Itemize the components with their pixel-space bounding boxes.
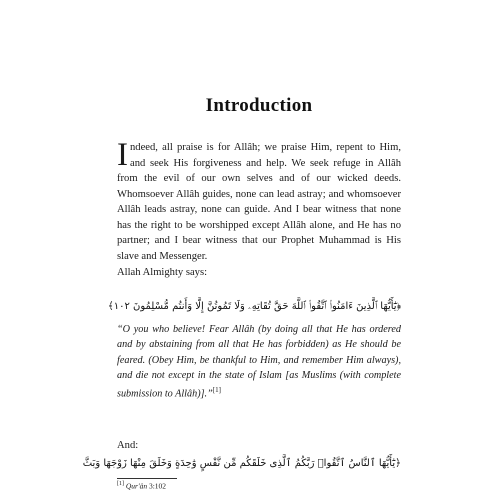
footnote <box>117 481 166 491</box>
footnote-marker[interactable]: [1] <box>212 386 221 395</box>
page-title: Introduction <box>205 95 313 116</box>
footnote-source: Qur'ân <box>125 481 148 491</box>
document-page <box>82 0 401 500</box>
footnote-citation: 3:102 <box>148 481 167 491</box>
and-line: And: <box>117 440 139 451</box>
verse1-translation <box>117 322 401 402</box>
footnote-ref: [1] <box>117 481 124 487</box>
verse1-arabic: ﴿يَٰٓأَيُّهَا ٱلَّذِينَ ءَامَنُوا۟ ٱتَّقُوا۟ ٱللَّهَ حَقَّ تُقَاتِهِۦ وَلَا تَمُوتُنَّ إِلَّا وَأَنتُم مُّسْلِمُونَ ١٠٢﴾ <box>107 301 401 312</box>
verse1-translation-text: “O you who believe! Fear Allâh (by doing all that He has ordered and by abstaining from all that He has forbidden) as He should be feared. (Obey Him, be thankful to Him, and remember Him always), and die not except in the state of Islam [as Muslims (with complete submission to Allâh)].” <box>117 324 401 400</box>
verse2-arabic: ﴿يَٰٓأَيُّهَا ٱلنَّاسُ ٱتَّقُوا۟ رَبَّكُمُ ٱلَّذِى خَلَقَكُم مِّن نَّفْسٍ وَٰحِدَةٍ وَخَلَقَ مِنْهَا زَوْجَهَا وَبَثَّ <box>82 458 401 469</box>
intro-text: ndeed, all praise is for Allâh; we praise Him, repent to Him, and seek His forgiveness and help. We seek refuge in Allâh from the evil of our own selves and of our wicked deeds. Whomsoever Allâh guides, none can lead astray; and whomsoever Allâh leads astray, none can guide. And I bear witness that none has the right to be worshipped except Allâh alone, and He has no partner; and I bear witness that our Prophet Muhammad is His slave and Messenger. <box>117 142 401 262</box>
intro-paragraph <box>117 137 401 264</box>
allah-says-line: Allah Almighty says: <box>117 267 208 278</box>
drop-cap: I <box>117 137 128 173</box>
footnote-divider <box>117 478 177 479</box>
